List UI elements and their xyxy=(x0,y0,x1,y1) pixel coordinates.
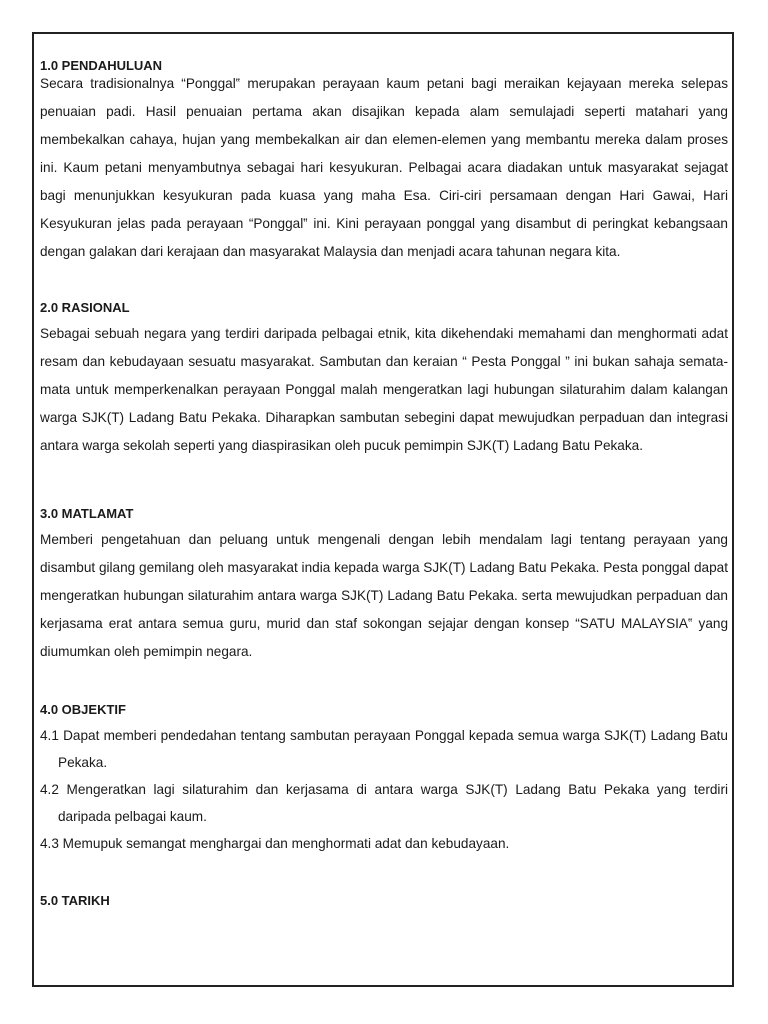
document-content xyxy=(40,58,728,909)
paragraph-pendahuluan: Secara tradisionalnya “Ponggal‟ merupakan perayaan kaum petani bagi meraikan kejayaan mereka selepas penuaian padi. Hasil penuaian pertama akan disajikan kepada alam semulajadi seperti matahari yang membekalkan cahaya, hujan yang membekalkan air dan elemen-elemen yang membantu mereka dalam proses ini. Kaum petani menyambutnya sebagai hari kesyukuran. Pelbagai acara diadakan untuk masyarakat sejagat bagi menunjukkan kesyukuran pada kuasa yang maha Esa. Ciri-ciri persamaan dengan Hari Gawai, Hari Kesyukuran jelas pada perayaan “Ponggal‟ ini. Kini perayaan ponggal yang disambut di peringkat kebangsaan dengan galakan dari kerajaan dan masyarakat Malaysia dan menjadi acara tahunan negara kita. xyxy=(40,76,728,259)
heading-pendahuluan: 1.0 PENDAHULUAN xyxy=(40,58,163,73)
section-tarikh xyxy=(40,893,728,909)
objektif-item: 4.2 Mengeratkan lagi silaturahim dan kerjasama di antara warga SJK(T) Ladang Batu Pekaka yang terdiri daripada pelbagai kaum. xyxy=(40,782,728,824)
objektif-item: 4.3 Memupuk semangat menghargai dan menghormati adat dan kebudayaan. xyxy=(40,836,510,851)
paragraph-rasional: Sebagai sebuah negara yang terdiri daripada pelbagai etnik, kita dikehendaki memahami dan menghormati adat resam dan kebudayaan sesuatu masyarakat. Sambutan dan keraian “ Pesta Ponggal ” ini bukan sahaja semata-mata untuk memperkenalkan perayaan Ponggal malah mengeratkan lagi hubungan silaturahim dalam kalangan warga SJK(T) Ladang Batu Pekaka. Diharapkan sambutan sebegini dapat mewujudkan perpaduan dan integrasi antara warga sekolah seperti yang diaspirasikan oleh pucuk pemimpin SJK(T) Ladang Batu Pekaka. xyxy=(40,326,728,453)
document-frame xyxy=(32,32,734,987)
objektif-list xyxy=(40,722,728,857)
heading-objektif: 4.0 OBJEKTIF xyxy=(40,702,126,717)
heading-tarikh: 5.0 TARIKH xyxy=(40,893,110,908)
section-objektif xyxy=(40,702,728,857)
section-rasional xyxy=(40,300,728,460)
heading-rasional: 2.0 RASIONAL xyxy=(40,300,130,315)
objektif-item: 4.1 Dapat memberi pendedahan tentang sambutan perayaan Ponggal kepada semua warga SJK(T) Ladang Batu Pekaka. xyxy=(40,728,728,770)
heading-matlamat: 3.0 MATLAMAT xyxy=(40,506,134,521)
paragraph-matlamat: Memberi pengetahuan dan peluang untuk mengenali dengan lebih mendalam lagi tentang perayaan yang disambut gilang gemilang oleh masyarakat india kepada warga SJK(T) Ladang Batu Pekaka. Pesta ponggal dapat mengeratkan hubungan silaturahim antara warga SJK(T) Ladang Batu Pekaka. serta mewujudkan perpaduan dan kerjasama erat antara semua guru, murid dan staf sokongan sejajar dengan konsep “SATU MALAYSIA‟ yang diumumkan oleh pemimpin negara. xyxy=(40,532,728,659)
section-pendahuluan xyxy=(40,58,728,266)
section-matlamat xyxy=(40,506,728,666)
